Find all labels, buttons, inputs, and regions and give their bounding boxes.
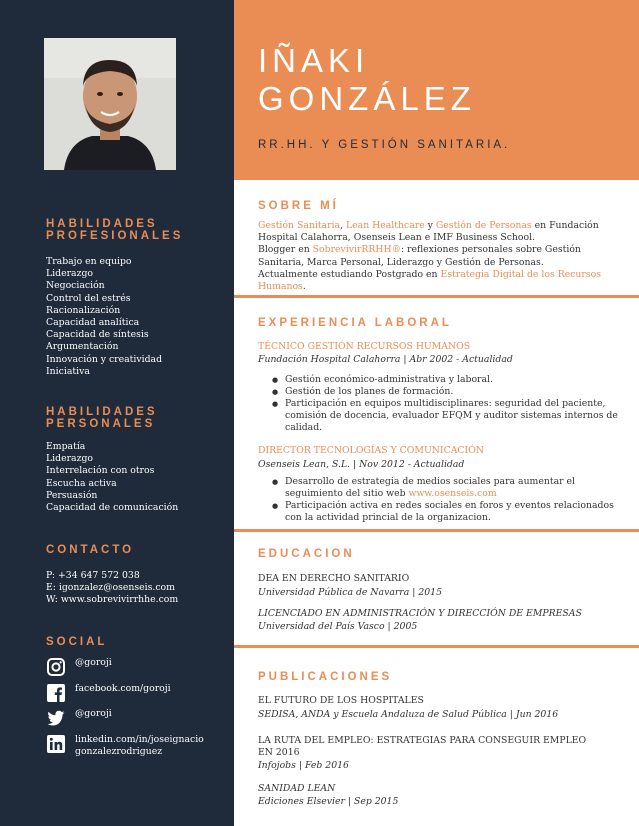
experience-heading: EXPERIENCIA LABORAL — [258, 317, 452, 329]
list-item: ● Gestión económico-administrativa y laboral. — [272, 374, 622, 386]
social-linkedin[interactable] — [46, 734, 204, 758]
list-item: ● Participación en equipos multidisciplinares: seguridad del paciente, comisión de docencia, evaluador EFQM y auditor sistemas internos de calidad. — [272, 398, 622, 434]
sidebar — [0, 0, 234, 826]
social-instagram[interactable] — [46, 657, 112, 677]
about-text — [258, 220, 628, 293]
about-highlight: Lean Healthcare — [345, 220, 425, 231]
professional-skills-heading — [46, 218, 183, 242]
list-item: Negociación — [46, 280, 105, 292]
education1-title: DEA EN DERECHO SANITARIO — [258, 573, 410, 584]
job-subtitle: RR.HH. Y GESTIÓN SANITARIA. — [258, 139, 511, 151]
instagram-handle: @goroji — [75, 657, 112, 668]
linkedin-url-line1: linkedin.com/in/joseignacio — [75, 734, 204, 745]
job1-subtitle: Fundación Hospital Calahorra | Abr 2002 - Actualidad — [258, 354, 513, 365]
linkedin-url-line2: gonzalezrodriguez — [75, 746, 163, 758]
person-name-line1: IÑAKI — [258, 42, 370, 79]
education1-subtitle: Universidad Pública de Navarra | 2015 — [258, 587, 442, 598]
job2-bullets — [272, 476, 622, 524]
twitter-handle: @goroji — [75, 708, 112, 719]
education2-subtitle: Universidad del País Vasco | 2005 — [258, 621, 418, 632]
contact-email[interactable]: E: igonzalez@osenseis.com — [46, 582, 175, 594]
professional-skills-heading-line1: HABILIDADES — [46, 218, 158, 230]
contact-web[interactable]: W: www.sobrevivirrhhe.com — [46, 594, 179, 606]
contact-heading: CONTACTO — [46, 544, 135, 556]
about-text-run: y — [424, 220, 436, 231]
list-item: Empatía — [46, 441, 86, 452]
list-item: Capacidad de comunicación — [46, 502, 179, 514]
publication1-subtitle: SEDISA, ANDA y Escuela Andaluza de Salud Pública | Jun 2016 — [258, 709, 559, 720]
list-item: Capacidad de síntesis — [46, 329, 149, 341]
list-item: Iniciativa — [46, 365, 90, 377]
blog-link[interactable]: SobrevivirRRHH® — [312, 244, 401, 256]
personal-skills-heading — [46, 406, 158, 430]
twitter-icon — [46, 708, 66, 728]
list-item: ● Gestión de los planes de formación. — [272, 386, 622, 398]
section-divider — [234, 295, 639, 298]
section-divider — [234, 645, 639, 648]
social-facebook[interactable] — [46, 683, 171, 703]
about-highlight: Gestión de Personas — [435, 220, 532, 231]
publication2-subtitle: Infojobs | Feb 2016 — [258, 760, 349, 771]
social-twitter[interactable] — [46, 708, 112, 728]
list-item: Capacidad analítica — [46, 317, 140, 329]
list-item — [272, 476, 622, 500]
list-item: Racionalización — [46, 304, 121, 316]
list-item: Persuasión — [46, 489, 98, 501]
list-item: Liderazgo — [46, 268, 94, 280]
list-item: Innovación y creatividad — [46, 353, 163, 365]
about-heading: SOBRE MÍ — [258, 200, 339, 212]
education-heading: EDUCACION — [258, 548, 355, 560]
person-name — [258, 42, 476, 118]
list-item: Liderazgo — [46, 453, 94, 465]
about-text-run: , — [340, 220, 346, 231]
facebook-url: facebook.com/goroji — [75, 683, 171, 694]
website-link[interactable]: www.osenseis.com — [408, 488, 497, 499]
about-highlight: Estrategia Digital de los Recursos Humanos — [258, 268, 601, 293]
professional-skills-heading-line2: PROFESIONALES — [46, 230, 184, 242]
list-item: ● Participación activa en redes sociales en foros y eventos relacionados con la actividad princial de la organizacion. — [272, 500, 622, 524]
personal-skills-heading-line1: HABILIDADES — [46, 406, 158, 418]
section-divider — [234, 529, 639, 532]
linkedin-url — [75, 734, 204, 758]
about-text-run: : reflexiones personales sobre Gestión Sanitaria, Marca Personal, Liderazgo y Gestión de Personas. — [258, 244, 581, 268]
about-text-run: Blogger en — [258, 244, 313, 256]
list-item: Trabajo en equipo — [46, 256, 132, 267]
about-highlight: Gestión Sanitaria — [258, 220, 341, 231]
about-paragraph-3 — [258, 269, 628, 293]
contact-phone: P: +34 647 572 038 — [46, 570, 140, 581]
social-heading: SOCIAL — [46, 636, 108, 648]
personal-skills-list — [46, 441, 178, 514]
about-text-run: . — [302, 281, 306, 293]
list-item: Argumentación — [46, 341, 119, 353]
profile-photo-image — [44, 38, 176, 170]
list-item: Interrelación con otros — [46, 465, 155, 477]
about-paragraph-2 — [258, 244, 628, 268]
header-banner — [234, 0, 639, 180]
about-paragraph-1 — [258, 220, 628, 244]
instagram-icon — [46, 657, 66, 677]
profile-photo — [44, 38, 176, 170]
about-text-run: en Fundación Hospital Calahorra, Osenseis Lean e IMF Business School. — [258, 220, 599, 244]
professional-skills-list — [46, 256, 162, 378]
facebook-icon — [46, 683, 66, 703]
job2-subtitle: Osenseis Lean, S.L. | Nov 2012 - Actualidad — [258, 459, 465, 470]
job1-bullets — [272, 374, 622, 434]
list-item: Control del estrés — [46, 292, 131, 304]
about-text-run: Actualmente estudiando Postgrado en — [258, 268, 441, 280]
job1-title: TÉCNICO GESTIÓN RECURSOS HUMANOS — [258, 341, 471, 352]
person-name-line2: GONZÁLEZ — [258, 80, 476, 117]
publication3-subtitle: Ediciones Elsevier | Sep 2015 — [258, 796, 399, 807]
publication3-title: SANIDAD LEAN — [258, 783, 336, 794]
list-item: Escucha activa — [46, 477, 117, 489]
publication2-title: LA RUTA DEL EMPLEO: ESTRATEGIAS PARA CONSEGUIR EMPLEO EN 2016 — [258, 735, 587, 758]
contact-info — [46, 570, 178, 607]
publications-heading: PUBLICACIONES — [258, 671, 393, 683]
personal-skills-heading-line2: PERSONALES — [46, 418, 156, 430]
linkedin-icon — [46, 734, 66, 754]
bullet-text: Desarrollo de estrategia de medios sociales para aumentar el seguimiento del sitio web — [285, 476, 576, 499]
job2-title: DIRECTOR TECNOLOGÍAS Y COMUNICACIÓN — [258, 445, 484, 456]
publication1-title: EL FUTURO DE LOS HOSPITALES — [258, 695, 424, 706]
education2-title: LICENCIADO EN ADMINISTRACIÓN Y DIRECCIÓN DE EMPRESAS — [258, 608, 582, 619]
